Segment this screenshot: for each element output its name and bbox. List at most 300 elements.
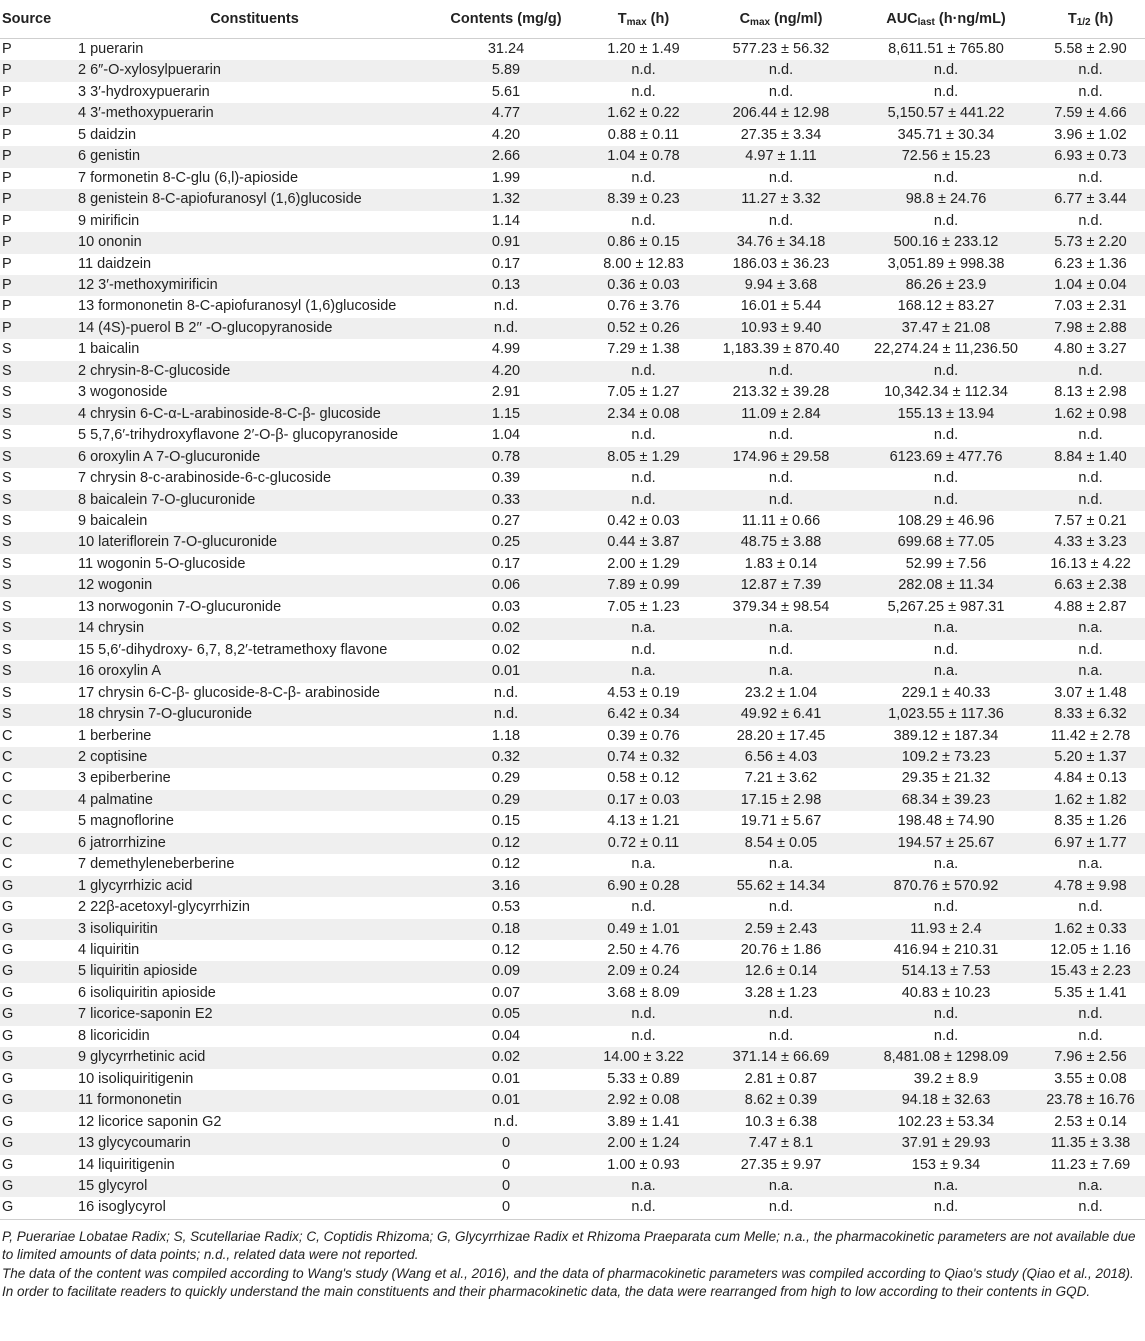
table-row [0,511,1145,532]
cell-tmax: 0.76 ± 3.76 [607,298,680,315]
cell-auc: 699.68 ± 77.05 [856,532,1036,553]
cell-cmax: 11.11 ± 0.66 [741,512,821,529]
cell-source: S [2,598,12,615]
cell-content: 1.32 [431,189,581,210]
cell-content: 0.17 [491,555,521,572]
cell-tmax: 2.09 ± 0.24 [581,961,706,982]
cell-content: 0.06 [431,575,581,596]
cell-constituent: 10 isoliquiritigenin [78,1070,194,1087]
cell-t-half: 6.93 ± 0.73 [1036,146,1145,167]
table-row [0,318,1145,339]
table-row [0,811,1145,832]
table-row [0,361,1145,382]
cell-source: S [2,641,12,658]
cell-auc: 389.12 ± 187.34 [893,727,999,744]
cell-cmax: 371.14 ± 66.69 [706,1047,856,1068]
table-row [0,876,1145,897]
cell-auc: 94.18 ± 32.63 [856,1090,1036,1111]
cell-content: 4.77 [431,103,581,124]
cell-t-half: 6.97 ± 1.77 [1036,833,1145,854]
cell-tmax: n.d. [631,427,656,444]
table-row [0,1069,1145,1090]
cell-t-half: 4.80 ± 3.27 [1054,341,1127,358]
cell-cmax: n.d. [706,361,856,382]
cell-auc: 229.1 ± 40.33 [901,684,991,701]
cell-constituent: 6 isoliquiritin apioside [78,984,216,1001]
cell-source: C [2,856,13,873]
cell-constituent: 11 formononetin [74,1090,431,1111]
cell-content: 0.13 [431,275,581,296]
cell-auc: 68.34 ± 39.23 [856,790,1036,811]
cell-tmax: 0.49 ± 1.01 [581,919,706,940]
cell-source: P [2,298,12,315]
cell-constituent: 6 genistin [74,146,431,167]
cell-t-half: 6.77 ± 3.44 [1036,189,1145,210]
cell-tmax: 2.00 ± 1.24 [581,1133,706,1154]
cell-constituent: 1 puerarin [78,41,144,57]
cell-t-half: n.a. [1036,618,1145,639]
header-tmax: $T_{max}$ (h) [581,0,706,39]
cell-tmax: n.d. [631,470,656,487]
cell-cmax: 55.62 ± 14.34 [706,876,856,897]
cell-constituent: 17 chrysin 6-C-β- glucoside-8-C-β- arabinoside [78,684,380,701]
cell-t-half: n.a. [1036,661,1145,682]
cell-tmax: 1.20 ± 1.49 [607,41,680,57]
cell-tmax: 0.52 ± 0.26 [581,318,706,339]
cell-t-half: 7.57 ± 0.21 [1054,512,1127,529]
cell-content: 0.33 [431,490,581,511]
cell-auc: 39.2 ± 8.9 [913,1070,979,1087]
cell-constituent: 11 wogonin 5-O-glucoside [78,555,246,572]
cell-tmax: 7.05 ± 1.27 [607,384,680,401]
cell-auc: 108.29 ± 46.96 [897,512,995,529]
cell-content: 2.91 [491,384,521,401]
cell-tmax: n.a. [631,856,656,873]
cell-t-half: 3.07 ± 1.48 [1054,684,1127,701]
cell-cmax: n.d. [768,169,794,186]
cell-cmax: 11.27 ± 3.32 [706,189,856,210]
cell-auc: 52.99 ± 7.56 [905,555,987,572]
cell-t-half: n.a. [1036,1176,1145,1197]
cell-auc: n.d. [856,1004,1036,1025]
cell-content: 0.53 [491,899,521,916]
table-row [0,790,1145,811]
cell-source: S [2,384,12,401]
cell-constituent: 5 magnoflorine [78,813,174,830]
cell-tmax: n.d. [631,169,656,186]
cell-t-half: 5.73 ± 2.20 [1036,232,1145,253]
cell-tmax: n.d. [631,83,656,100]
cell-constituent: 14 liquiritigenin [78,1156,175,1173]
cell-constituent: 3 3′-hydroxypuerarin [78,83,210,100]
cell-cmax: 206.44 ± 12.98 [706,103,856,124]
table-row [0,1155,1145,1176]
cell-source: G [0,1047,74,1068]
cell-constituent: 4 palmatine [74,790,431,811]
cell-constituent: 18 chrysin 7-O-glucuronide [74,704,431,725]
cell-content: 0.09 [431,961,581,982]
cell-auc: 8,611.51 ± 765.80 [888,41,1004,57]
cell-auc: 514.13 ± 7.53 [856,961,1036,982]
cell-tmax: 7.05 ± 1.23 [607,598,680,615]
cell-tmax: 1.00 ± 0.93 [607,1156,680,1173]
cell-auc: n.d. [933,212,959,229]
cell-source: G [2,1027,14,1044]
cell-auc: 194.57 ± 25.67 [856,833,1036,854]
cell-auc: 11.93 ± 2.4 [856,919,1036,940]
cell-auc: n.d. [933,1027,959,1044]
cell-auc: 1,023.55 ± 117.36 [856,704,1036,725]
cell-tmax: 0.72 ± 0.11 [581,833,706,854]
table-body [0,39,1145,1220]
cell-source: C [2,813,13,830]
cell-content: 0.12 [431,833,581,854]
cell-tmax: n.d. [581,361,706,382]
cell-content: 0.12 [491,942,521,959]
cell-constituent: 11 daidzein [78,255,152,272]
cell-content: 0.02 [431,1047,581,1068]
cell-auc: 153 ± 9.34 [911,1156,981,1173]
cell-cmax: 12.6 ± 0.14 [706,961,856,982]
cell-content: 0 [431,1197,581,1219]
cell-source: S [2,512,12,529]
cell-content: 0.29 [431,790,581,811]
cell-t-half: 8.33 ± 6.32 [1036,704,1145,725]
cell-cmax: 17.15 ± 2.98 [706,790,856,811]
cell-auc: 109.2 ± 73.23 [856,747,1036,768]
table-row [0,897,1145,918]
cell-tmax: n.a. [581,1176,706,1197]
table-row [0,983,1145,1004]
cell-content: 0.27 [491,512,521,529]
cell-cmax: 20.76 ± 1.86 [740,942,822,959]
cell-t-half: n.d. [1036,361,1145,382]
cell-t-half: n.d. [1078,899,1103,916]
cell-tmax: 3.89 ± 1.41 [607,1113,680,1130]
cell-constituent: 7 chrysin 8-c-arabinoside-6-c-glucoside [78,470,332,487]
cell-cmax: 2.81 ± 0.87 [744,1070,818,1087]
table-row [0,82,1145,103]
cell-content: 1.99 [491,169,521,186]
cell-t-half: n.d. [1036,1197,1145,1219]
cell-cmax: 379.34 ± 98.54 [732,598,830,615]
cell-source: C [0,790,74,811]
table-row [0,339,1145,360]
cell-cmax: 11.09 ± 2.84 [706,404,856,425]
cell-t-half: 12.05 ± 1.16 [1050,942,1131,959]
cell-cmax: n.d. [706,1197,856,1219]
table-row [0,232,1145,253]
cell-source: P [2,126,12,143]
cell-t-half: 1.62 ± 0.98 [1036,404,1145,425]
cell-source: S [0,490,74,511]
table-row [0,683,1145,704]
cell-constituent: 12 licorice saponin G2 [78,1113,222,1130]
table-row [0,532,1145,553]
cell-t-half: 7.98 ± 2.88 [1036,318,1145,339]
cell-tmax: 6.42 ± 0.34 [581,704,706,725]
cell-content: 0.02 [491,641,521,658]
cell-content: n.d. [493,684,519,701]
cell-auc: 500.16 ± 233.12 [856,232,1036,253]
cell-t-half: 8.35 ± 1.26 [1054,813,1127,830]
cell-auc: n.d. [933,427,959,444]
cell-cmax: n.d. [768,470,794,487]
cell-t-half: n.d. [1078,427,1103,444]
cell-source: G [0,1176,74,1197]
table-row [0,704,1145,725]
cell-tmax: 5.33 ± 0.89 [607,1070,680,1087]
cell-constituent: 5 5,7,6′-trihydroxyflavone 2′-O-β- glucopyranoside [78,427,399,444]
cell-content: 0.01 [491,1070,521,1087]
cell-cmax: 23.2 ± 1.04 [744,684,818,701]
cell-auc: n.d. [856,361,1036,382]
cell-cmax: 49.92 ± 6.41 [706,704,856,725]
cell-t-half: n.d. [1078,470,1103,487]
cell-cmax: 4.97 ± 1.11 [706,146,856,167]
cell-tmax: n.d. [631,899,656,916]
cell-content: 0.07 [491,984,521,1001]
cell-cmax: 12.87 ± 7.39 [706,575,856,596]
cell-constituent: 2 coptisine [74,747,431,768]
cell-tmax: 2.34 ± 0.08 [581,404,706,425]
cell-constituent: 9 glycyrrhetinic acid [74,1047,431,1068]
table-row [0,39,1145,61]
cell-auc: 282.08 ± 11.34 [856,575,1036,596]
cell-content: 4.20 [431,361,581,382]
cell-cmax: 6.56 ± 4.03 [706,747,856,768]
cell-tmax: 7.29 ± 1.38 [607,341,680,358]
cell-tmax: 8.00 ± 12.83 [603,255,684,272]
cell-cmax: 1,183.39 ± 870.40 [722,341,840,358]
cell-t-half: 7.96 ± 2.56 [1036,1047,1145,1068]
header-row [0,0,1145,39]
cell-content: 0.18 [431,919,581,940]
cell-constituent: 10 lateriflorein 7-O-glucuronide [74,532,431,553]
table-row [0,296,1145,317]
cell-cmax: 7.47 ± 8.1 [706,1133,856,1154]
cell-cmax: 577.23 ± 56.32 [732,41,830,57]
cell-cmax: n.d. [706,60,856,81]
cell-cmax: 28.20 ± 17.45 [736,727,826,744]
cell-constituent: 12 3′-methoxymirificin [74,275,431,296]
cell-auc: 37.91 ± 29.93 [856,1133,1036,1154]
cell-constituent: 13 formononetin 8-C-apiofuranosyl (1,6)glucoside [78,298,397,315]
cell-constituent: 7 demethyleneberberine [78,856,235,873]
table-row [0,597,1145,618]
cell-content: n.d. [431,318,581,339]
cell-tmax: 0.88 ± 0.11 [607,126,680,143]
cell-source: C [0,833,74,854]
cell-auc: 5,267.25 ± 987.31 [887,598,1005,615]
cell-source: S [0,704,74,725]
cell-cmax: 186.03 ± 36.23 [732,255,830,272]
header-constituents: Constituents [74,0,431,39]
cell-tmax: 2.92 ± 0.08 [581,1090,706,1111]
cell-constituent: 6 oroxylin A 7-O-glucuronide [74,447,431,468]
table-row [0,254,1145,275]
cell-auc: 5,150.57 ± 441.22 [856,103,1036,124]
cell-cmax: n.d. [768,212,794,229]
cell-constituent: 1 baicalin [78,341,140,358]
cell-source: P [0,232,74,253]
cell-content: 0.05 [431,1004,581,1025]
cell-cmax: 10.93 ± 9.40 [706,318,856,339]
table-row [0,961,1145,982]
cell-t-half: n.d. [1078,169,1103,186]
cell-tmax: 0.58 ± 0.12 [607,770,680,787]
cell-t-half: 3.96 ± 1.02 [1054,126,1127,143]
cell-content: 3.16 [431,876,581,897]
cell-t-half: 5.20 ± 1.37 [1036,747,1145,768]
cell-tmax: 1.04 ± 0.78 [581,146,706,167]
table-row [0,575,1145,596]
cell-auc: 40.83 ± 10.23 [901,984,991,1001]
table-row [0,189,1145,210]
cell-t-half: 4.78 ± 9.98 [1036,876,1145,897]
cell-t-half: n.d. [1078,83,1103,100]
cell-content: 1.18 [491,727,521,744]
cell-cmax: 48.75 ± 3.88 [706,532,856,553]
cell-content: n.d. [493,298,519,315]
cell-source: S [2,341,12,358]
cell-content: 1.04 [491,427,521,444]
cell-tmax: 2.50 ± 4.76 [607,942,680,959]
cell-cmax: 27.35 ± 3.34 [740,126,822,143]
cell-auc: n.d. [933,83,959,100]
cell-tmax: 0.86 ± 0.15 [581,232,706,253]
cell-content: 5.61 [491,83,521,100]
header-auc: $AUC_{last}$ (h·ng/mL) [856,0,1036,39]
cell-source: P [0,60,74,81]
cell-tmax: n.a. [581,618,706,639]
header-contents: Contents (mg/g) [431,0,581,39]
cell-source: G [2,899,14,916]
cell-t-half: 7.03 ± 2.31 [1054,298,1127,315]
cell-tmax: 2.00 ± 1.29 [607,555,680,572]
cell-cmax: 8.54 ± 0.05 [706,833,856,854]
cell-tmax: 0.42 ± 0.03 [607,512,680,529]
table-row [0,1004,1145,1025]
table-footnotes [0,1220,1145,1302]
cell-source: G [0,1133,74,1154]
cell-tmax: 6.90 ± 0.28 [581,876,706,897]
cell-auc: n.a. [856,618,1036,639]
cell-cmax: 3.28 ± 1.23 [744,984,818,1001]
cell-auc: n.a. [856,1176,1036,1197]
cell-t-half: 23.78 ± 16.76 [1036,1090,1145,1111]
cell-cmax: 7.21 ± 3.62 [744,770,818,787]
cell-source: S [2,427,12,444]
cell-auc: n.d. [856,1197,1036,1219]
table-row [0,1047,1145,1068]
cell-constituent: 7 licorice-saponin E2 [74,1004,431,1025]
cell-t-half: n.d. [1078,1027,1103,1044]
cell-source: S [0,447,74,468]
cell-auc: 8,481.08 ± 1298.09 [856,1047,1036,1068]
cell-content: 0.02 [431,618,581,639]
table-row [0,490,1145,511]
cell-constituent: 14 chrysin [74,618,431,639]
cell-source: G [0,961,74,982]
cell-source: G [0,1197,74,1219]
cell-source: S [0,661,74,682]
table-row [0,854,1145,875]
cell-source: S [0,361,74,382]
cell-cmax: n.a. [706,618,856,639]
cell-content: 4.99 [491,341,521,358]
cell-t-half: n.d. [1078,641,1103,658]
table-row [0,1133,1145,1154]
cell-content: n.d. [493,1113,519,1130]
cell-t-half: 6.23 ± 1.36 [1054,255,1127,272]
cell-constituent: 2 22β-acetoxyl-glycyrrhizin [78,899,250,916]
cell-auc: n.a. [933,856,959,873]
cell-t-half: 11.42 ± 2.78 [1050,727,1131,744]
cell-tmax: n.d. [581,1197,706,1219]
cell-t-half: 15.43 ± 2.23 [1036,961,1145,982]
cell-cmax: 10.3 ± 6.38 [744,1113,818,1130]
cell-source: G [2,1070,14,1087]
cell-auc: n.d. [856,60,1036,81]
cell-t-half: 4.33 ± 3.23 [1036,532,1145,553]
table-row [0,1176,1145,1197]
cell-source: S [0,575,74,596]
cell-cmax: 19.71 ± 5.67 [740,813,822,830]
cell-cmax: n.d. [768,427,794,444]
cell-content: 1.14 [491,212,521,229]
table-row [0,661,1145,682]
cell-source: P [0,189,74,210]
cell-cmax: n.a. [706,1176,856,1197]
table-row [0,382,1145,403]
cell-constituent: 16 oroxylin A [74,661,431,682]
cell-tmax: 0.36 ± 0.03 [581,275,706,296]
cell-constituent: 8 baicalein 7-O-glucuronide [74,490,431,511]
cell-t-half: 6.63 ± 2.38 [1036,575,1145,596]
cell-content: 0.12 [491,856,521,873]
cell-cmax: 34.76 ± 34.18 [706,232,856,253]
cell-source: P [2,41,12,57]
cell-t-half: 2.53 ± 0.14 [1054,1113,1127,1130]
cell-tmax: n.d. [581,490,706,511]
cell-t-half: n.a. [1078,856,1103,873]
cell-constituent: 15 glycyrol [74,1176,431,1197]
cell-constituent: 3 wogonoside [78,384,168,401]
table-row [0,768,1145,789]
cell-tmax: n.d. [631,1027,656,1044]
table-row [0,211,1145,232]
cell-auc: 102.23 ± 53.34 [897,1113,995,1130]
cell-source: P [0,146,74,167]
cell-constituent: 12 wogonin [74,575,431,596]
cell-tmax: 4.13 ± 1.21 [607,813,680,830]
cell-source: P [2,212,12,229]
cell-content: 1.15 [431,404,581,425]
cell-cmax: 8.62 ± 0.39 [706,1090,856,1111]
cell-constituent: 1 berberine [78,727,152,744]
cell-content: 2.66 [431,146,581,167]
cell-constituent: 10 ononin [74,232,431,253]
cell-content: 0 [431,1133,581,1154]
cell-cmax: n.d. [768,641,794,658]
cell-t-half: 7.59 ± 4.66 [1036,103,1145,124]
table-row [0,940,1145,961]
table-row [0,1197,1145,1219]
cell-content: 5.89 [431,60,581,81]
cell-tmax: 1.62 ± 0.22 [581,103,706,124]
cell-source: G [2,1156,14,1173]
